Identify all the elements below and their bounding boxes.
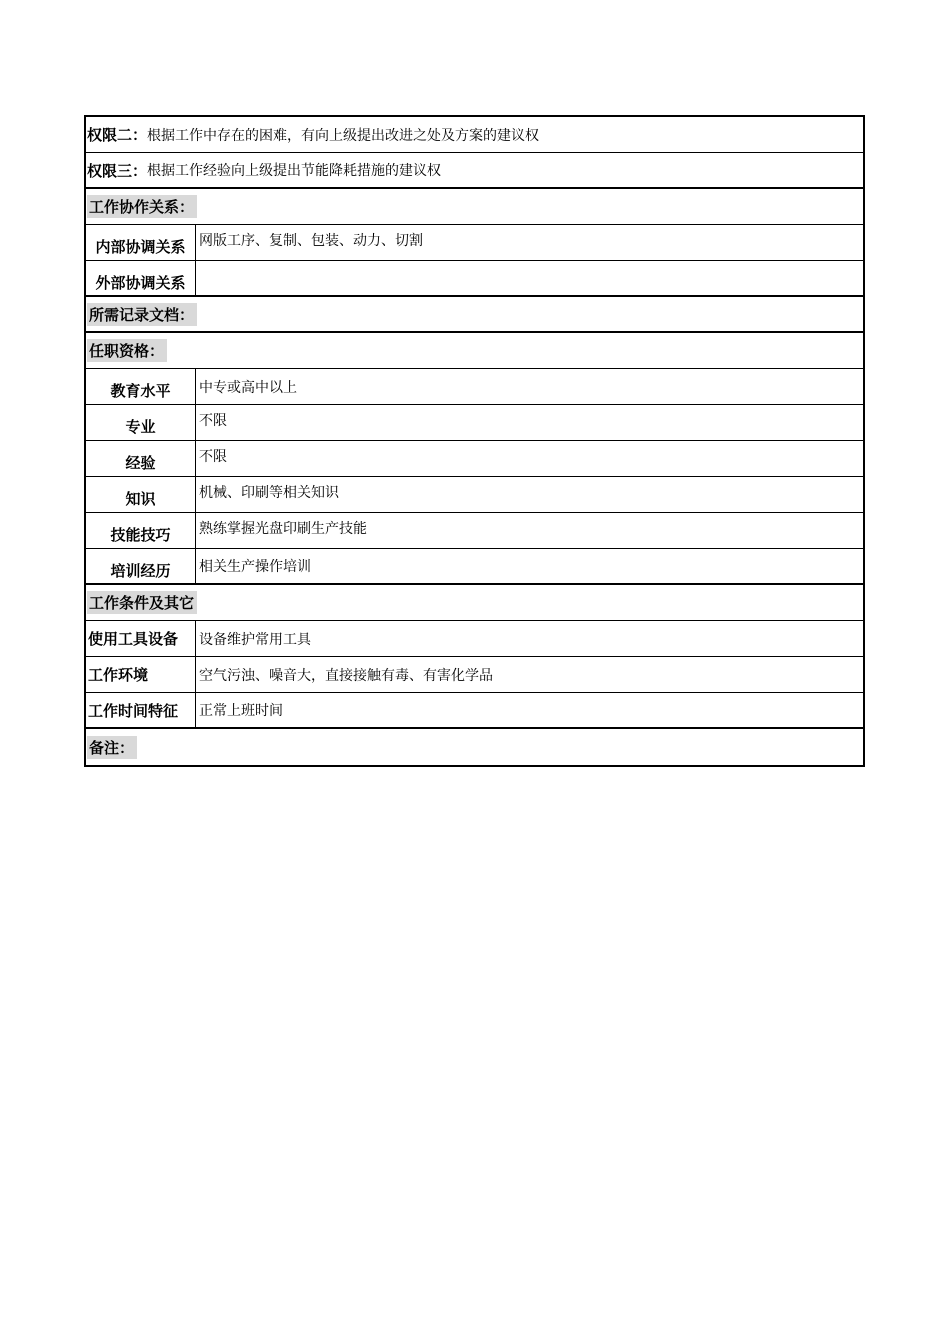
qualification-row — [86, 405, 863, 441]
condition-row — [86, 693, 863, 729]
qualification-row — [86, 369, 863, 405]
authority-label: 权限二： — [87, 126, 148, 144]
field-label: 工作环境 — [86, 657, 196, 692]
section-heading: 所需记录文档： — [87, 303, 197, 326]
remarks-section-header — [86, 729, 863, 765]
field-label: 使用工具设备 — [86, 621, 196, 656]
field-value — [196, 261, 863, 295]
section-heading: 工作协作关系： — [87, 195, 197, 218]
field-label: 知识 — [86, 477, 196, 512]
field-label: 培训经历 — [86, 549, 196, 583]
field-value: 不限 — [199, 449, 227, 465]
field-label: 经验 — [86, 441, 196, 476]
authority-row — [86, 153, 863, 189]
records-section-header — [86, 297, 863, 333]
job-description-table — [84, 115, 865, 767]
field-label: 内部协调关系 — [86, 225, 196, 260]
field-label: 专业 — [86, 405, 196, 440]
section-heading: 备注： — [87, 736, 137, 759]
qualification-row — [86, 549, 863, 585]
qualification-row — [86, 513, 863, 549]
field-value: 相关生产操作培训 — [199, 559, 311, 575]
authority-text: 根据工作中存在的困难，有向上级提出改进之处及方案的建议权 — [147, 127, 540, 144]
field-label: 教育水平 — [86, 369, 196, 404]
external-coordination-row — [86, 261, 863, 297]
authority-text: 根据工作经验向上级提出节能降耗措施的建议权 — [147, 163, 442, 179]
condition-row — [86, 621, 863, 657]
internal-coordination-row — [86, 225, 863, 261]
field-value: 熟练掌握光盘印刷生产技能 — [199, 521, 367, 537]
cooperation-section-header — [86, 189, 863, 225]
section-heading: 工作条件及其它 — [87, 591, 197, 614]
field-value: 不限 — [199, 413, 227, 429]
field-label: 外部协调关系 — [86, 261, 196, 295]
field-value: 设备维护常用工具 — [199, 631, 311, 648]
condition-row — [86, 657, 863, 693]
qualification-row — [86, 441, 863, 477]
conditions-section-header — [86, 585, 863, 621]
field-value: 正常上班时间 — [199, 703, 283, 719]
authority-row — [86, 117, 863, 153]
qualifications-section-header — [86, 333, 863, 369]
field-label: 技能技巧 — [86, 513, 196, 548]
qualification-row — [86, 477, 863, 513]
section-heading: 任职资格： — [87, 339, 167, 362]
field-label: 工作时间特征 — [86, 693, 196, 727]
field-value: 中专或高中以上 — [199, 379, 297, 396]
field-value: 机械、印刷等相关知识 — [199, 485, 339, 501]
authority-label: 权限三： — [87, 161, 148, 180]
field-value: 空气污浊、噪音大，直接接触有毒、有害化学品 — [199, 667, 493, 684]
field-value: 网版工序、复制、包装、动力、切割 — [199, 233, 423, 249]
